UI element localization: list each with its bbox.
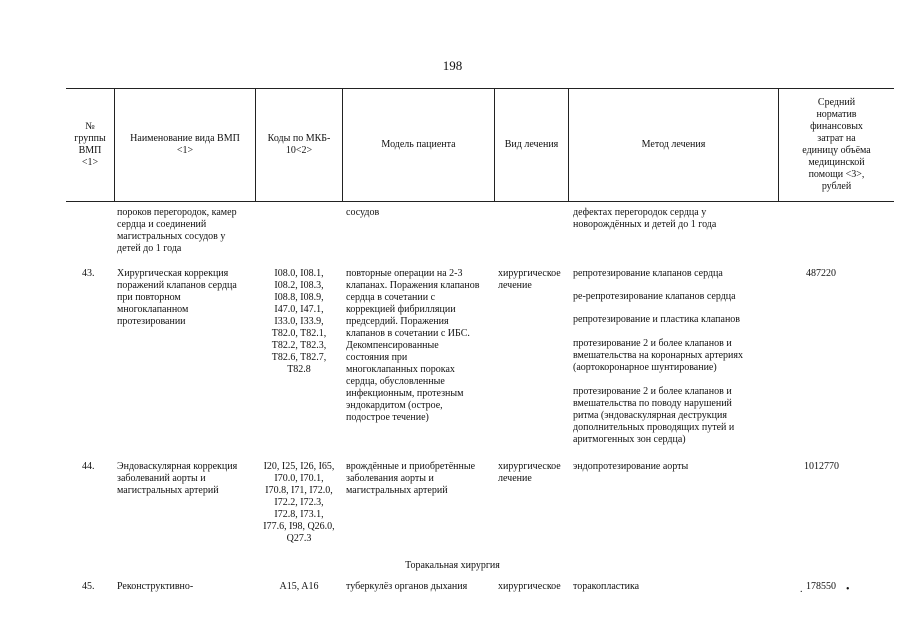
header-mkb-codes: Коды по МКБ- 10<2> (267, 133, 331, 156)
row-43-cost: 487220 (806, 268, 836, 279)
scan-speck: . (800, 584, 803, 595)
row-43-method-1: репротезирование клапанов сердца (573, 268, 723, 279)
row-45-method: торакопластика (573, 581, 640, 592)
row-43-type: хирургическое лечение (498, 268, 561, 291)
row-43-method-5: протезирование 2 и более клапанов и вмешательства по поводу нарушений ритма (эндоваскулярная деструкция дополнительных проводящих путей и аритмогенных зон сердца) (573, 386, 735, 445)
row-44-cost: 1012770 (804, 461, 839, 472)
row-45-cost: 178550 (806, 581, 836, 592)
row-44-type: хирургическое лечение (498, 461, 561, 484)
continuation-model: сосудов (346, 207, 380, 218)
row-43-model: повторные операции на 2-3 клапанах. Поражения клапанов сердца в сочетании с коррекцией фибрилляции предсердий. Поражения клапанов в сочетании с ИБС. Декомпенсированные состояния при многоклапанных пороках сердца, обусловленные инфекционным, протезным эндокардитом (острое, подострое течение) (346, 268, 480, 423)
row-45-name: Реконструктивно- (117, 581, 194, 592)
header-patient-model: Модель пациента (381, 139, 456, 150)
row-43-codes: I08.0, I08.1, I08.2, I08.3, I08.8, I08.9, I47.0, I47.1, I33.0, I33.9, T82.0, T82.1, T82.2, T82.3, T82.6, T82.7, T82.8 (271, 268, 327, 375)
header-average-cost: Средний норматив финансовых затрат на единицу объёма медицинской помощи <3>, рублей (802, 97, 871, 192)
continuation-name: пороков перегородок, камер сердца и соединений магистральных сосудов у детей до 1 года (117, 207, 237, 254)
row-44-model: врождённые и приобретённые заболевания аорты и магистральных артерий (346, 461, 476, 496)
header-vmp-name: Наименование вида ВМП <1> (130, 133, 240, 156)
row-45-type: хирургическое (498, 581, 561, 592)
row-45-number: 45. (82, 581, 95, 592)
row-44-codes: I20, I25, I26, I65, I70.0, I70.1, I70.8, I71, I72.0, I72.2, I72.3, I72.8, I73.1, I77.6, I98, Q26.0, Q27.3 (263, 461, 335, 544)
header-treatment-type: Вид лечения (504, 139, 559, 150)
section-title: Торакальная хирургия (405, 560, 500, 571)
header-group-number: № группы ВМП <1> (74, 121, 106, 168)
row-45-codes: A15, A16 (279, 581, 319, 592)
row-45-model: туберкулёз органов дыхания (346, 581, 468, 592)
row-43-name: Хирургическая коррекция поражений клапанов сердца при повторном многоклапанном протезировании (117, 268, 237, 327)
row-43-method-3: репротезирование и пластика клапанов (573, 314, 741, 325)
row-44-number: 44. (82, 461, 95, 472)
row-44-method: эндопротезирование аорты (573, 461, 689, 472)
page-number: 198 (442, 58, 463, 73)
scan-speck: • (846, 584, 850, 595)
row-43-number: 43. (82, 268, 95, 279)
row-43-method-2: ре-репротезирование клапанов сердца (573, 291, 736, 302)
row-43-method-4: протезирование 2 и более клапанов и вмешательства на коронарных артериях (аортокоронарное шунтирование) (573, 338, 743, 373)
row-44-name: Эндоваскулярная коррекция заболеваний аорты и магистральных артерий (117, 461, 238, 496)
continuation-method: дефектах перегородок сердца у новорождённых и детей до 1 года (573, 207, 717, 230)
header-bottom-border (66, 201, 894, 202)
header-treatment-method: Метод лечения (641, 139, 706, 150)
